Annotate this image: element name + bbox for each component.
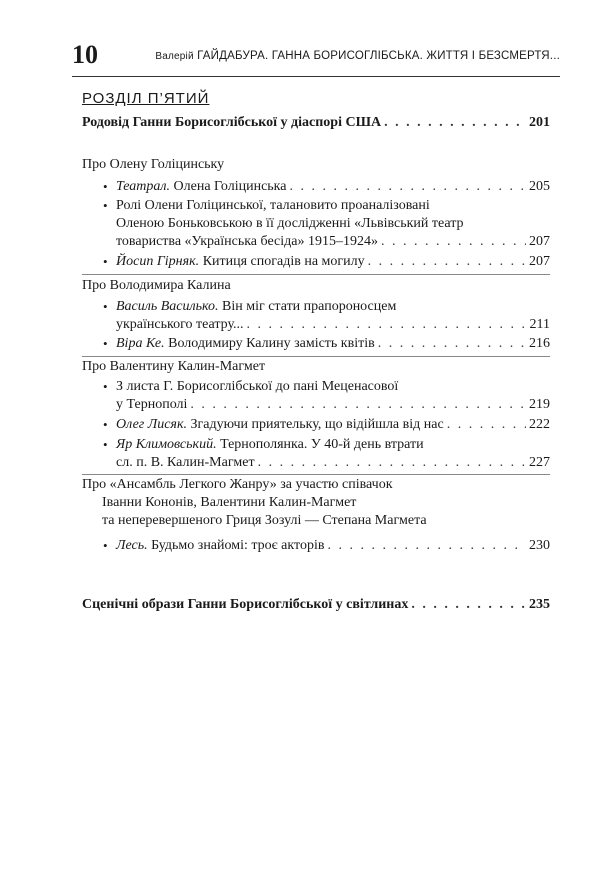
entry-title-line: З листа Г. Борисоглібської до пані Меценасової [116, 379, 399, 394]
running-title-text: ГАЙДАБУРА. ГАННА БОРИСОГЛІБСЬКА. ЖИТТЯ І БЕЗСМЕРТЯ... [197, 50, 560, 62]
toc-entry-main[interactable] [82, 114, 550, 132]
dot-leader [411, 596, 526, 614]
bullet: • [103, 417, 108, 432]
entry-title-line [116, 436, 424, 454]
toc-page-number: 216 [529, 336, 550, 351]
entry-author: Йосип Гірняк. [116, 254, 200, 269]
group-divider [82, 274, 550, 275]
dot-leader [384, 114, 526, 132]
entry-author: Василь Василько. [116, 299, 219, 314]
toc-entry-label: Родовід Ганни Борисоглібської у діаспорі США [82, 115, 382, 130]
toc-entry[interactable] [116, 253, 550, 271]
entry-title-line: у Тернополі [116, 397, 188, 412]
page-number: 10 [72, 40, 98, 69]
toc-page-number: 230 [529, 538, 550, 553]
group-title: Іванни Кононів, Валентини Калин-Магмет [102, 495, 357, 510]
page-header [72, 36, 560, 77]
dot-leader [289, 178, 526, 196]
entry-title-line: українського театру... [116, 317, 244, 332]
toc-entry-label: Сценічні образи Ганни Борисоглібської у світлинах [82, 597, 409, 612]
toc-entry[interactable] [116, 416, 550, 434]
toc-entry[interactable] [116, 454, 550, 472]
toc-page-number: 222 [529, 417, 550, 432]
group-title: Про «Ансамбль Легкого Жанру» за участю співачок [82, 477, 393, 492]
entry-title: Тернополянка. У 40-й день втрати [220, 437, 424, 452]
entry-author: Лесь. [116, 538, 148, 553]
dot-leader [447, 416, 526, 434]
entry-title-line: сл. п. В. Калин-Магмет [116, 455, 255, 470]
entry-author: Віра Ке. [116, 336, 165, 351]
dot-leader [378, 335, 526, 353]
bullet: • [103, 198, 108, 213]
entry-title-line: Оленою Боньковською в її дослідженні «Львівський театр [116, 216, 464, 231]
dot-leader [258, 454, 526, 472]
dot-leader [247, 316, 527, 334]
entry-title-line: Ролі Олени Голіцинської, талановито проаналізовані [116, 198, 430, 213]
running-title [155, 50, 560, 62]
group-divider [82, 474, 550, 475]
toc-entry[interactable] [116, 396, 550, 414]
toc-page-number: 211 [529, 317, 550, 332]
dot-leader [327, 537, 526, 555]
toc-entry-final[interactable] [82, 596, 550, 614]
toc-entry[interactable] [116, 335, 550, 353]
toc-page-number: 227 [529, 455, 550, 470]
entry-title: Він міг стати прапороносцем [222, 299, 397, 314]
entry-title-line: товариства «Українська бесіда» 1915–1924» [116, 234, 378, 249]
bullet: • [103, 336, 108, 351]
dot-leader [190, 396, 526, 414]
entry-title: Олена Голіцинська [173, 179, 287, 194]
toc-page-number: 201 [529, 115, 550, 130]
bullet: • [103, 437, 108, 452]
group-divider [82, 356, 550, 357]
group-title: та неперевершеного Гриця Зозулі — Степана Магмета [102, 513, 427, 528]
dot-leader [368, 253, 526, 271]
toc-entry[interactable] [116, 233, 550, 251]
entry-author: Олег Лисяк. [116, 417, 187, 432]
entry-title: Будьмо знайомі: троє акторів [151, 538, 325, 553]
bullet: • [103, 254, 108, 269]
section-heading: РОЗДІЛ П’ЯТИЙ [82, 90, 210, 107]
toc-entry[interactable] [116, 537, 550, 555]
toc-page-number: 205 [529, 179, 550, 194]
entry-title: Китиця спогадів на могилу [202, 254, 365, 269]
bullet: • [103, 299, 108, 314]
bullet: • [103, 379, 108, 394]
toc-page-number: 219 [529, 397, 550, 412]
group-title: Про Олену Голіцинську [82, 157, 225, 172]
entry-author: Яр Климовський. [116, 437, 217, 452]
toc-page-number: 207 [529, 254, 550, 269]
toc-entry[interactable] [116, 316, 550, 334]
bullet: • [103, 179, 108, 194]
toc-page-number: 207 [529, 234, 550, 249]
dot-leader [381, 233, 526, 251]
toc-page-number: 235 [529, 597, 550, 612]
entry-title-line [116, 298, 396, 316]
entry-author: Театрал. [116, 179, 171, 194]
group-title: Про Валентину Калин-Магмет [82, 359, 266, 374]
entry-title: Володимиру Калину замість квітів [168, 336, 375, 351]
group-title: Про Володимира Калина [82, 278, 231, 293]
toc-entry[interactable] [116, 178, 550, 196]
bullet: • [103, 538, 108, 553]
entry-title: Згадуючи приятельку, що відійшла від нас [190, 417, 444, 432]
running-title-author: Валерій [155, 51, 194, 62]
